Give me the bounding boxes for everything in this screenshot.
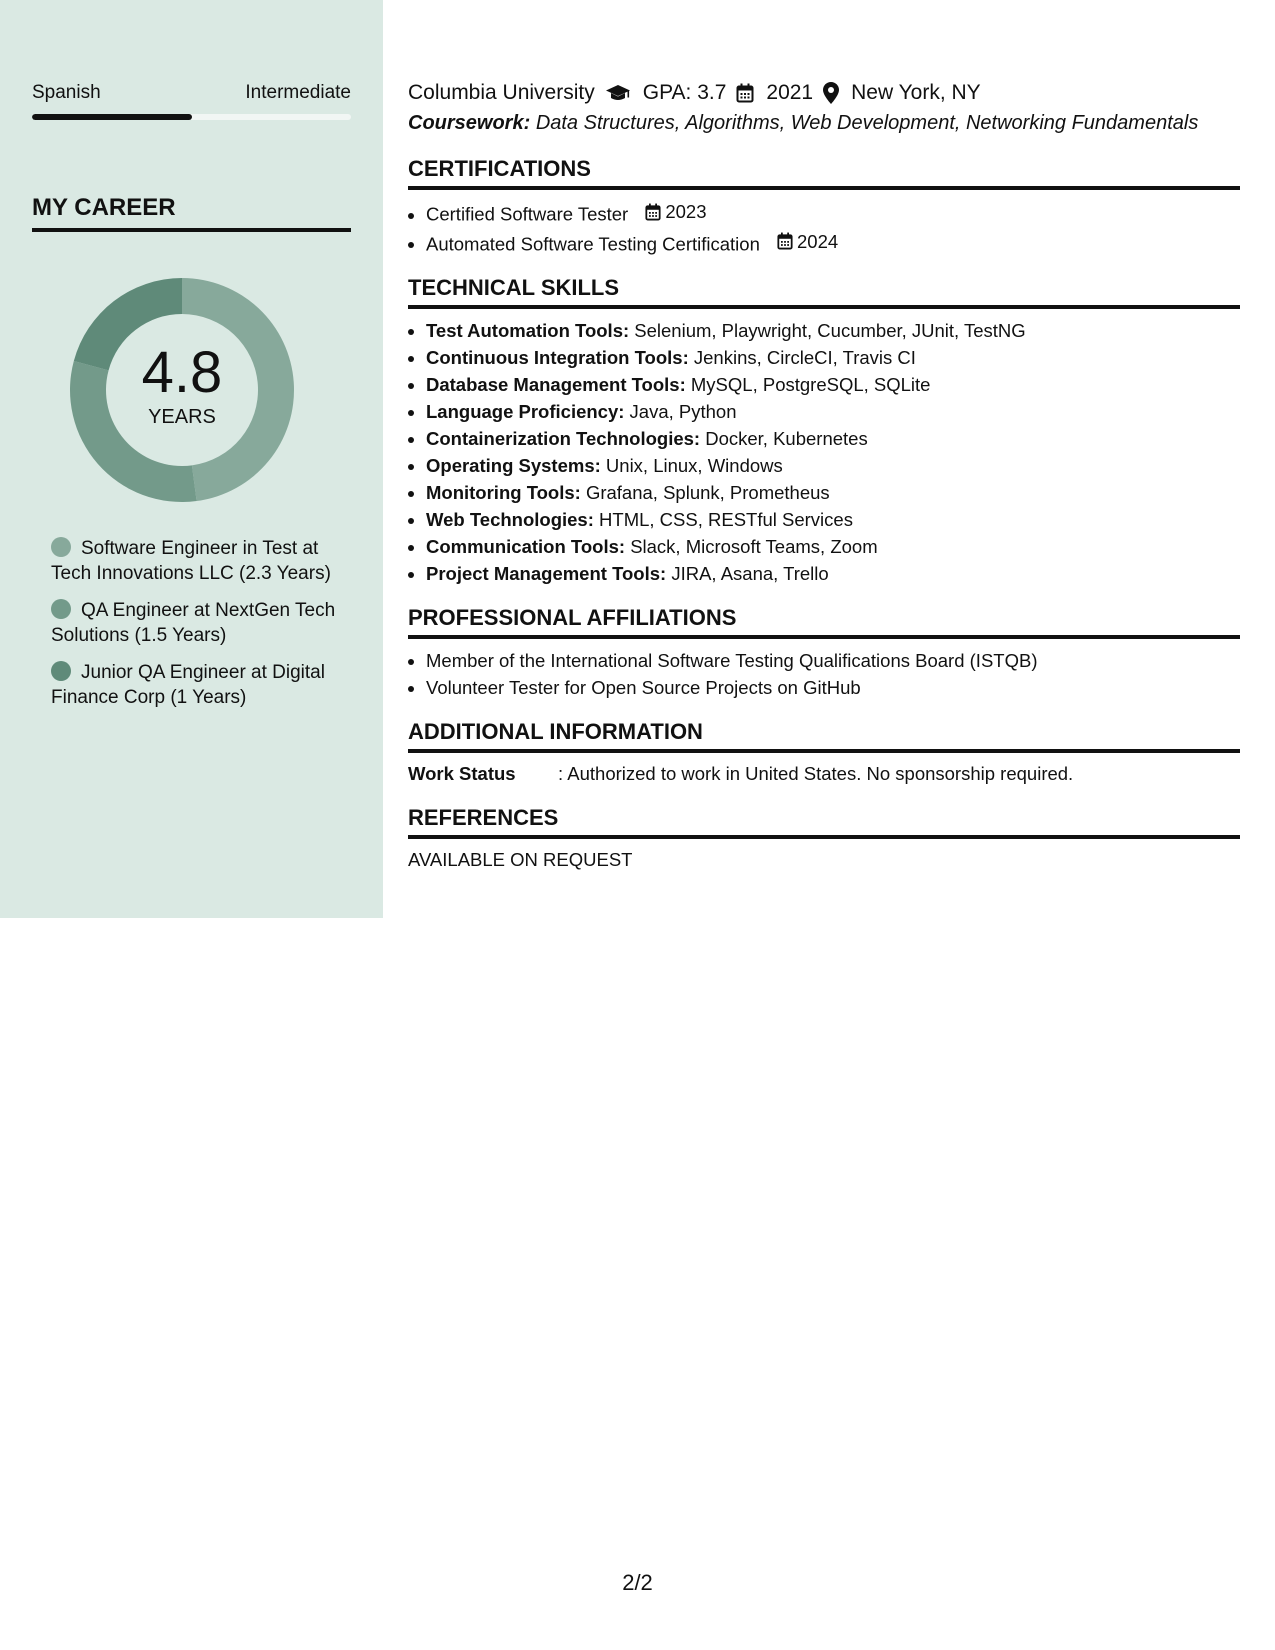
skill-value: JIRA, Asana, Trello xyxy=(671,563,829,584)
list-item xyxy=(426,198,1240,228)
list-item: • Member of the International Software Testing Qualifications Board (ISTQB) xyxy=(426,647,1240,674)
career-item xyxy=(51,598,351,648)
skill-value: Jenkins, CircleCI, Travis CI xyxy=(693,347,916,368)
career-item-text: QA Engineer at NextGen Tech Solutions (1.5 Years) xyxy=(51,600,336,646)
references-heading: REFERENCES xyxy=(408,805,1240,839)
map-pin-icon xyxy=(823,82,839,104)
calendar-icon xyxy=(645,203,661,221)
skill-value: Java, Python xyxy=(629,401,737,422)
certification-date xyxy=(777,228,838,255)
certification-year: 2024 xyxy=(797,230,839,252)
page-number: 2/2 xyxy=(622,1570,653,1595)
certification-name: Certified Software Tester xyxy=(426,203,629,225)
skill-label: Communication Tools: xyxy=(426,536,626,557)
language-proficiency-fill xyxy=(32,114,192,120)
additional-info-heading: ADDITIONAL INFORMATION xyxy=(408,719,1240,753)
certification-name: Automated Software Testing Certification xyxy=(426,233,760,254)
career-item-text: Software Engineer in Test at Tech Innovations LLC (2.3 Years) xyxy=(51,538,331,584)
career-total-unit: YEARS xyxy=(148,405,216,428)
career-dot-icon xyxy=(51,661,71,681)
education-coursework xyxy=(408,108,1240,138)
calendar-icon xyxy=(777,232,793,250)
skill-label: Test Automation Tools: xyxy=(426,320,630,341)
skill-label: Database Management Tools: xyxy=(426,374,686,395)
list-item xyxy=(426,560,1240,587)
references-text: AVAILABLE ON REQUEST xyxy=(408,849,633,870)
career-item-text: Junior QA Engineer at Digital Finance Corp (1 Years) xyxy=(51,662,325,708)
work-status-value: : Authorized to work in United States. No sponsorship required. xyxy=(558,763,1074,784)
skill-value: Slack, Microsoft Teams, Zoom xyxy=(630,536,878,557)
career-item xyxy=(51,536,351,586)
graduation-cap-icon xyxy=(605,83,631,103)
skill-value: HTML, CSS, RESTful Services xyxy=(599,509,853,530)
career-heading: MY CAREER xyxy=(32,194,351,232)
certification-date xyxy=(645,198,706,225)
certification-year: 2023 xyxy=(665,201,707,222)
career-dot-icon xyxy=(51,537,71,557)
sidebar xyxy=(0,0,383,918)
list-item xyxy=(426,533,1240,560)
list-item xyxy=(426,479,1240,506)
language-proficiency-bar xyxy=(32,114,351,120)
list-item xyxy=(426,317,1240,344)
career-list xyxy=(51,536,351,722)
work-status-label: Work Status xyxy=(408,763,516,784)
language-name: Spanish xyxy=(32,82,101,103)
skill-label: Web Technologies: xyxy=(426,509,594,530)
language-row xyxy=(32,82,351,104)
certifications-list xyxy=(408,198,1240,257)
education-school: Columbia University xyxy=(408,81,595,104)
education-gpa: GPA: 3.7 xyxy=(642,81,727,104)
education-line xyxy=(408,78,1240,108)
coursework-label: Coursework: xyxy=(408,112,531,134)
skill-label: Language Proficiency: xyxy=(426,401,625,422)
skill-value: Grafana, Splunk, Prometheus xyxy=(585,482,830,503)
skill-value: MySQL, PostgreSQL, SQLite xyxy=(690,374,931,395)
list-item: • Volunteer Tester for Open Source Projects on GitHub xyxy=(426,674,1240,701)
skills-heading: TECHNICAL SKILLS xyxy=(408,275,1240,309)
skill-value: Docker, Kubernetes xyxy=(705,428,868,449)
list-item xyxy=(426,228,1240,258)
skill-label: Project Management Tools: xyxy=(426,563,667,584)
career-total xyxy=(62,270,302,510)
work-status-row xyxy=(408,761,1240,787)
skills-list xyxy=(408,317,1240,587)
skill-value: Unix, Linux, Windows xyxy=(605,455,783,476)
skill-label: Operating Systems: xyxy=(426,455,601,476)
career-donut xyxy=(62,270,302,510)
career-total-value: 4.8 xyxy=(141,339,223,405)
language-level: Intermediate xyxy=(245,82,351,103)
skill-value: Selenium, Playwright, Cucumber, JUnit, TestNG xyxy=(634,320,1026,341)
coursework-list: Data Structures, Algorithms, Web Development, Networking Fundamentals xyxy=(535,112,1199,134)
career-dot-icon xyxy=(51,599,71,619)
list-item xyxy=(426,371,1240,398)
skill-label: Continuous Integration Tools: xyxy=(426,347,689,368)
list-item xyxy=(426,506,1240,533)
career-item xyxy=(51,660,351,710)
main-content xyxy=(408,78,1240,873)
list-item xyxy=(426,398,1240,425)
list-item xyxy=(426,425,1240,452)
education-year: 2021 xyxy=(766,81,814,104)
skill-label: Monitoring Tools: xyxy=(426,482,581,503)
list-item xyxy=(426,452,1240,479)
affiliations-list xyxy=(408,647,1240,701)
certifications-heading: CERTIFICATIONS xyxy=(408,156,1240,190)
skill-label: Containerization Technologies: xyxy=(426,428,701,449)
education-location: New York, NY xyxy=(851,81,981,104)
list-item xyxy=(426,344,1240,371)
affiliations-heading: PROFESSIONAL AFFILIATIONS xyxy=(408,605,1240,639)
calendar-icon xyxy=(736,83,754,103)
